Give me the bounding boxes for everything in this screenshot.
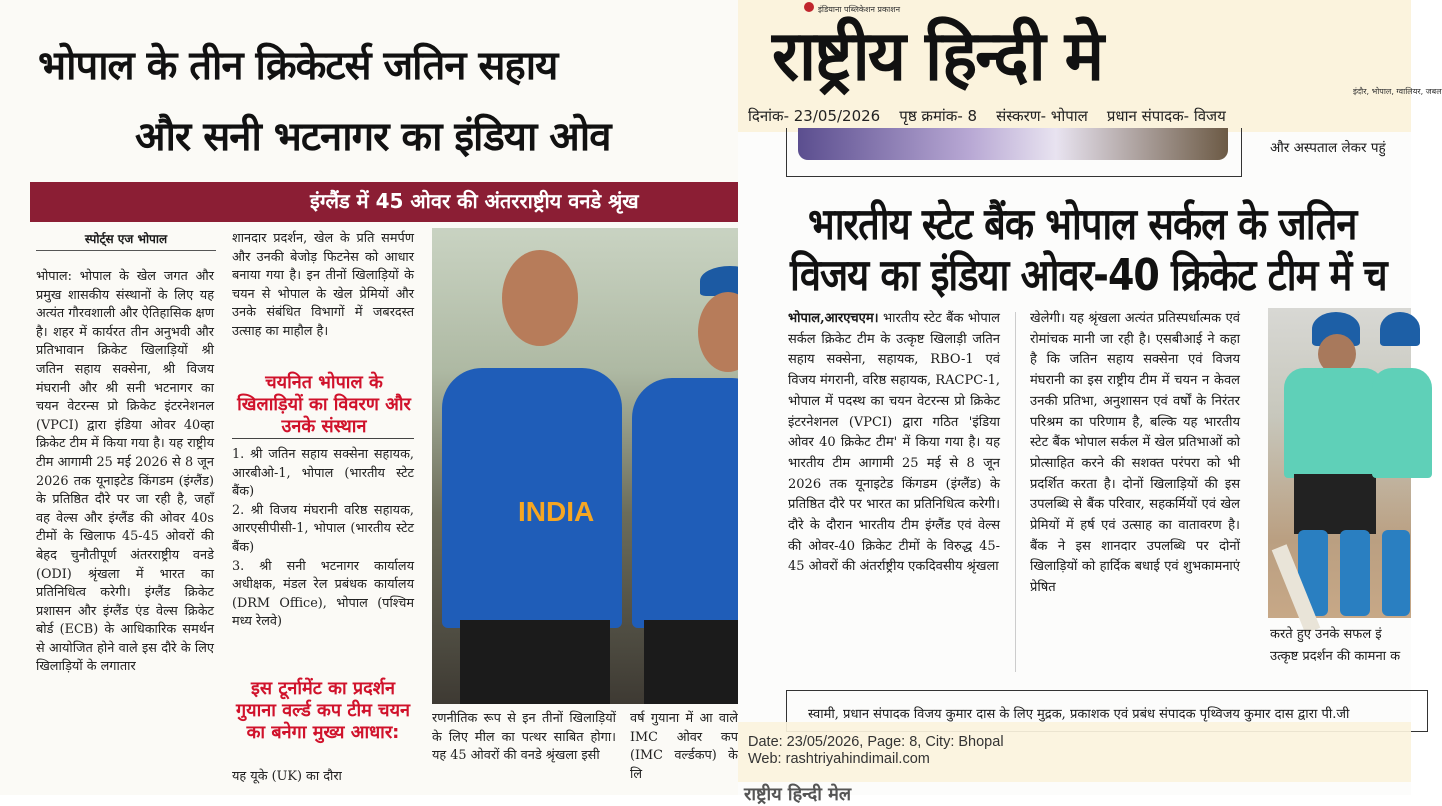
left-subheading-band bbox=[30, 182, 738, 222]
previous-article-text: और अस्पताल लेकर पहुं bbox=[1270, 140, 1386, 156]
left-column-1: भोपाल: भोपाल के खेल जगत और प्रमुख शासकीय संस्थानों के लिए यह अत्यंत गौरवशाली और ऐतिहासिक क्षण है। शहर में कार्यरत तीन अनुभवी और प्रतिभावान क्रिकेट खिलाड़ियों श्री जतिन सहाय सक्सेना, श्री विजय मंघरानी और श्री सनी भटनागर का चयन वेटरन्स प्रो क्रिकेट इंटरनेशनल (VPCI) द्वारा इंडिया ओवर 40व्हा क्रिकेट टीम में किया गया है। यह राष्ट्रीय टीम आगामी 25 मई 2026 से 8 जून 2026 तक यूनाइटेड किंगडम (इंग्लैंड) के प्रतिष्ठित दौरे पर जा रही है, जहाँ वह वेल्स और इंग्लैंड की ओवर 40s टीमों के खिलाफ 45-45 ओवरों की बेहद चुनौतीपूर्ण अंतरराष्ट्रीय वनडे (ODI) श्रृंखला में भारत का प्रतिनिधित्व करेगी। इंग्लैंड क्रिकेट प्रशासन और इंग्लैंड एंड वेल्स क्रिकेट बोर्ड (ECB) के आधिकारिक समर्थन से आयोजित होने वाले इस दौरे के लिए खिलाड़ियों के लगातार bbox=[36, 269, 214, 675]
player-list-item: 2. श्री विजय मंघरानी वरिष्ठ सहायक, आरएसीपीसी-1, भोपाल (भारतीय स्टेट बैंक) bbox=[232, 502, 414, 555]
player-list-item: 3. श्री सनी भटनागर कार्यालय अधीक्षक, मंडल रेल प्रबंधक कार्यालय (DRM Office), भोपाल (पश्चिम मध्य रेलवे) bbox=[232, 558, 414, 630]
players-photo bbox=[432, 228, 738, 704]
left-red-subhead-1: चयनित भोपाल के खिलाड़ियों का विवरण और उनके संस्थान bbox=[237, 372, 411, 437]
left-byline: स्पोर्ट्स एज भोपाल bbox=[36, 230, 216, 251]
left-band-text: इंग्लैंड में 45 ओवर की अंतरराष्ट्रीय वनडे श्रृंख bbox=[310, 189, 639, 213]
watermark-web: Web: rashtriyahindimail.com bbox=[748, 751, 930, 767]
photo-caption-line1: करते हुए उनके सफल इं bbox=[1270, 627, 1382, 642]
epaper-watermark bbox=[738, 722, 1411, 782]
previous-article-box bbox=[786, 128, 1242, 177]
issue-edition: संस्करण- भोपाल bbox=[996, 107, 1088, 125]
photo-caption-line2: उत्कृष्ट प्रदर्शन की कामना क bbox=[1270, 649, 1401, 664]
dateline: भोपाल,आरएचएम। bbox=[788, 311, 879, 326]
right-clipping bbox=[738, 0, 1442, 805]
jersey-text: INDIA bbox=[518, 496, 595, 527]
photo-caption bbox=[1270, 624, 1411, 668]
left-headline-line2: और सनी भटनागर का इंडिया ओव bbox=[135, 114, 611, 160]
left-red-subhead-2: इस टूर्नामेंट का प्रदर्शन गुयाना वर्ल्ड कप टीम चयन का बनेगा मुख्य आधार: bbox=[236, 678, 410, 743]
bottom-cut-masthead: राष्ट्रीय हिन्दी मेल bbox=[744, 784, 852, 805]
player-list-item: 1. श्री जतिन सहाय सक्सेना सहायक, आरबीओ-1, भोपाल (भारतीय स्टेट बैंक) bbox=[232, 447, 414, 500]
issue-date: दिनांक- 23/05/2026 bbox=[748, 107, 881, 125]
right-headline-line1: भारतीय स्टेट बैंक भोपाल सर्कल के जतिन bbox=[808, 198, 1357, 250]
cricketers-photo bbox=[1268, 308, 1411, 618]
right-column-1 bbox=[788, 309, 1000, 578]
left-column-4: वर्ष गुयाना में आ वाले IMC ओवर कप (IMC वर्ल्डकप) के लि bbox=[630, 711, 738, 782]
right-headline-line2: विजय का इंडिया ओवर-40 क्रिकेट टीम में च bbox=[790, 249, 1387, 301]
masthead-cities: इंदौर, भोपाल, ग्वालियर, जबल bbox=[1353, 87, 1442, 96]
right-column-1-body: भारतीय स्टेट बैंक भोपाल सर्कल क्रिकेट टीम के उत्कृष्ट खिलाड़ी जतिन सहाय सक्सेना, सहायक, RBO-1 एवं विजय मंगरानी, वरिष्ठ सहायक, RACPC-1, भोपाल में पदस्थ का चयन वेटरन्स प्रो क्रिकेट इंटरनेशनल (VPCI) द्वारा गठित 'इंडिया ओवर 40 क्रिकेट टीम' में किया गया है। यह भारतीय टीम आगामी 25 मई से 8 जून 2026 तक यूनाइटेड किंगडम (इंग्लैंड) के प्रतिष्ठित दौरे पर भारत का प्रतिनिधित्व करेगी। दौरे के दौरान भारतीय टीम इंग्लैंड एवं वेल्स की ओवर-40 क्रिकेट टीमों के विरुद्ध 45-45 ओवरों की अंतर्राष्ट्रीय एकदिवसीय श्रृंखला bbox=[788, 311, 1000, 575]
issue-editor: प्रधान संपादक- विजय bbox=[1106, 107, 1226, 125]
issue-info-bar bbox=[748, 106, 1226, 126]
issue-page: पृष्ठ क्रमांक- 8 bbox=[899, 107, 978, 125]
right-column-2: खेलेगी। यह श्रृंखला अत्यंत प्रतिस्पर्धात्मक एवं रोमांचक मानी जा रही है। एसबीआई ने कहा है कि जतिन सहाय सक्सेना एवं विजय मंघरानी का इस राष्ट्रीय टीम में चयन न केवल उनकी प्रतिभा, अनुशासन एवं वर्षों के निरंतर परिश्रम का परिणाम है, बल्कि यह भारतीय स्टेट बैंक भोपाल सर्कल में खेल प्रतिभाओं को प्रोत्साहित करने की सशक्त परंपरा को भी प्रदर्शित करता है। दोनों खिलाड़ियों की इस उपलब्धि से बैंक परिवार, सहकर्मियों एवं खेल प्रेमियों में हर्ष एवं उत्साह का वातावरण है। बैंक ने इस शानदार उपलब्धि पर दोनों खिलाड़ियों को हार्दिक बधाई एवं शुभकामनाएं प्रेषित bbox=[1030, 311, 1240, 596]
newspaper-masthead: राष्ट्रीय हिन्दी मे bbox=[772, 14, 1103, 97]
left-headline-line1: भोपाल के तीन क्रिकेटर्स जतिन सहाय bbox=[38, 43, 558, 89]
subhead-rule bbox=[232, 438, 414, 439]
left-column-3: रणनीतिक रूप से इन तीनों खिलाड़ियों के लिए मील का पत्थर साबित होगा। यह 45 ओवरों की वनडे श्रृंखला इसी bbox=[432, 711, 616, 764]
watermark-date: Date: 23/05/2026, Page: 8, City: Bhopal bbox=[748, 734, 1004, 750]
publisher-label: इंडियाना पब्लिकेशन प्रकाशन bbox=[818, 5, 901, 14]
imprint-text: स्वामी, प्रधान संपादक विजय कुमार दास के लिए मुद्रक, प्रकाशक एवं प्रबंध संपादक पृथ्विजय कुमार दास द्वारा पी.जी bbox=[808, 707, 1350, 722]
player-list bbox=[232, 446, 414, 632]
left-column-2: शानदार प्रदर्शन, खेल के प्रति समर्पण और उनकी बेजोड़ फिटनेस को आधार बनाया गया है। इन तीनों खिलाड़ियों के चयन से भोपाल के खेल प्रेमियों और उनके संबंधित विभागों में जबरदस्त उत्साह का माहौल है। bbox=[232, 231, 414, 339]
left-column-2-end: यह यूके (UK) का दौरा bbox=[232, 769, 342, 784]
column-divider bbox=[1015, 312, 1016, 672]
